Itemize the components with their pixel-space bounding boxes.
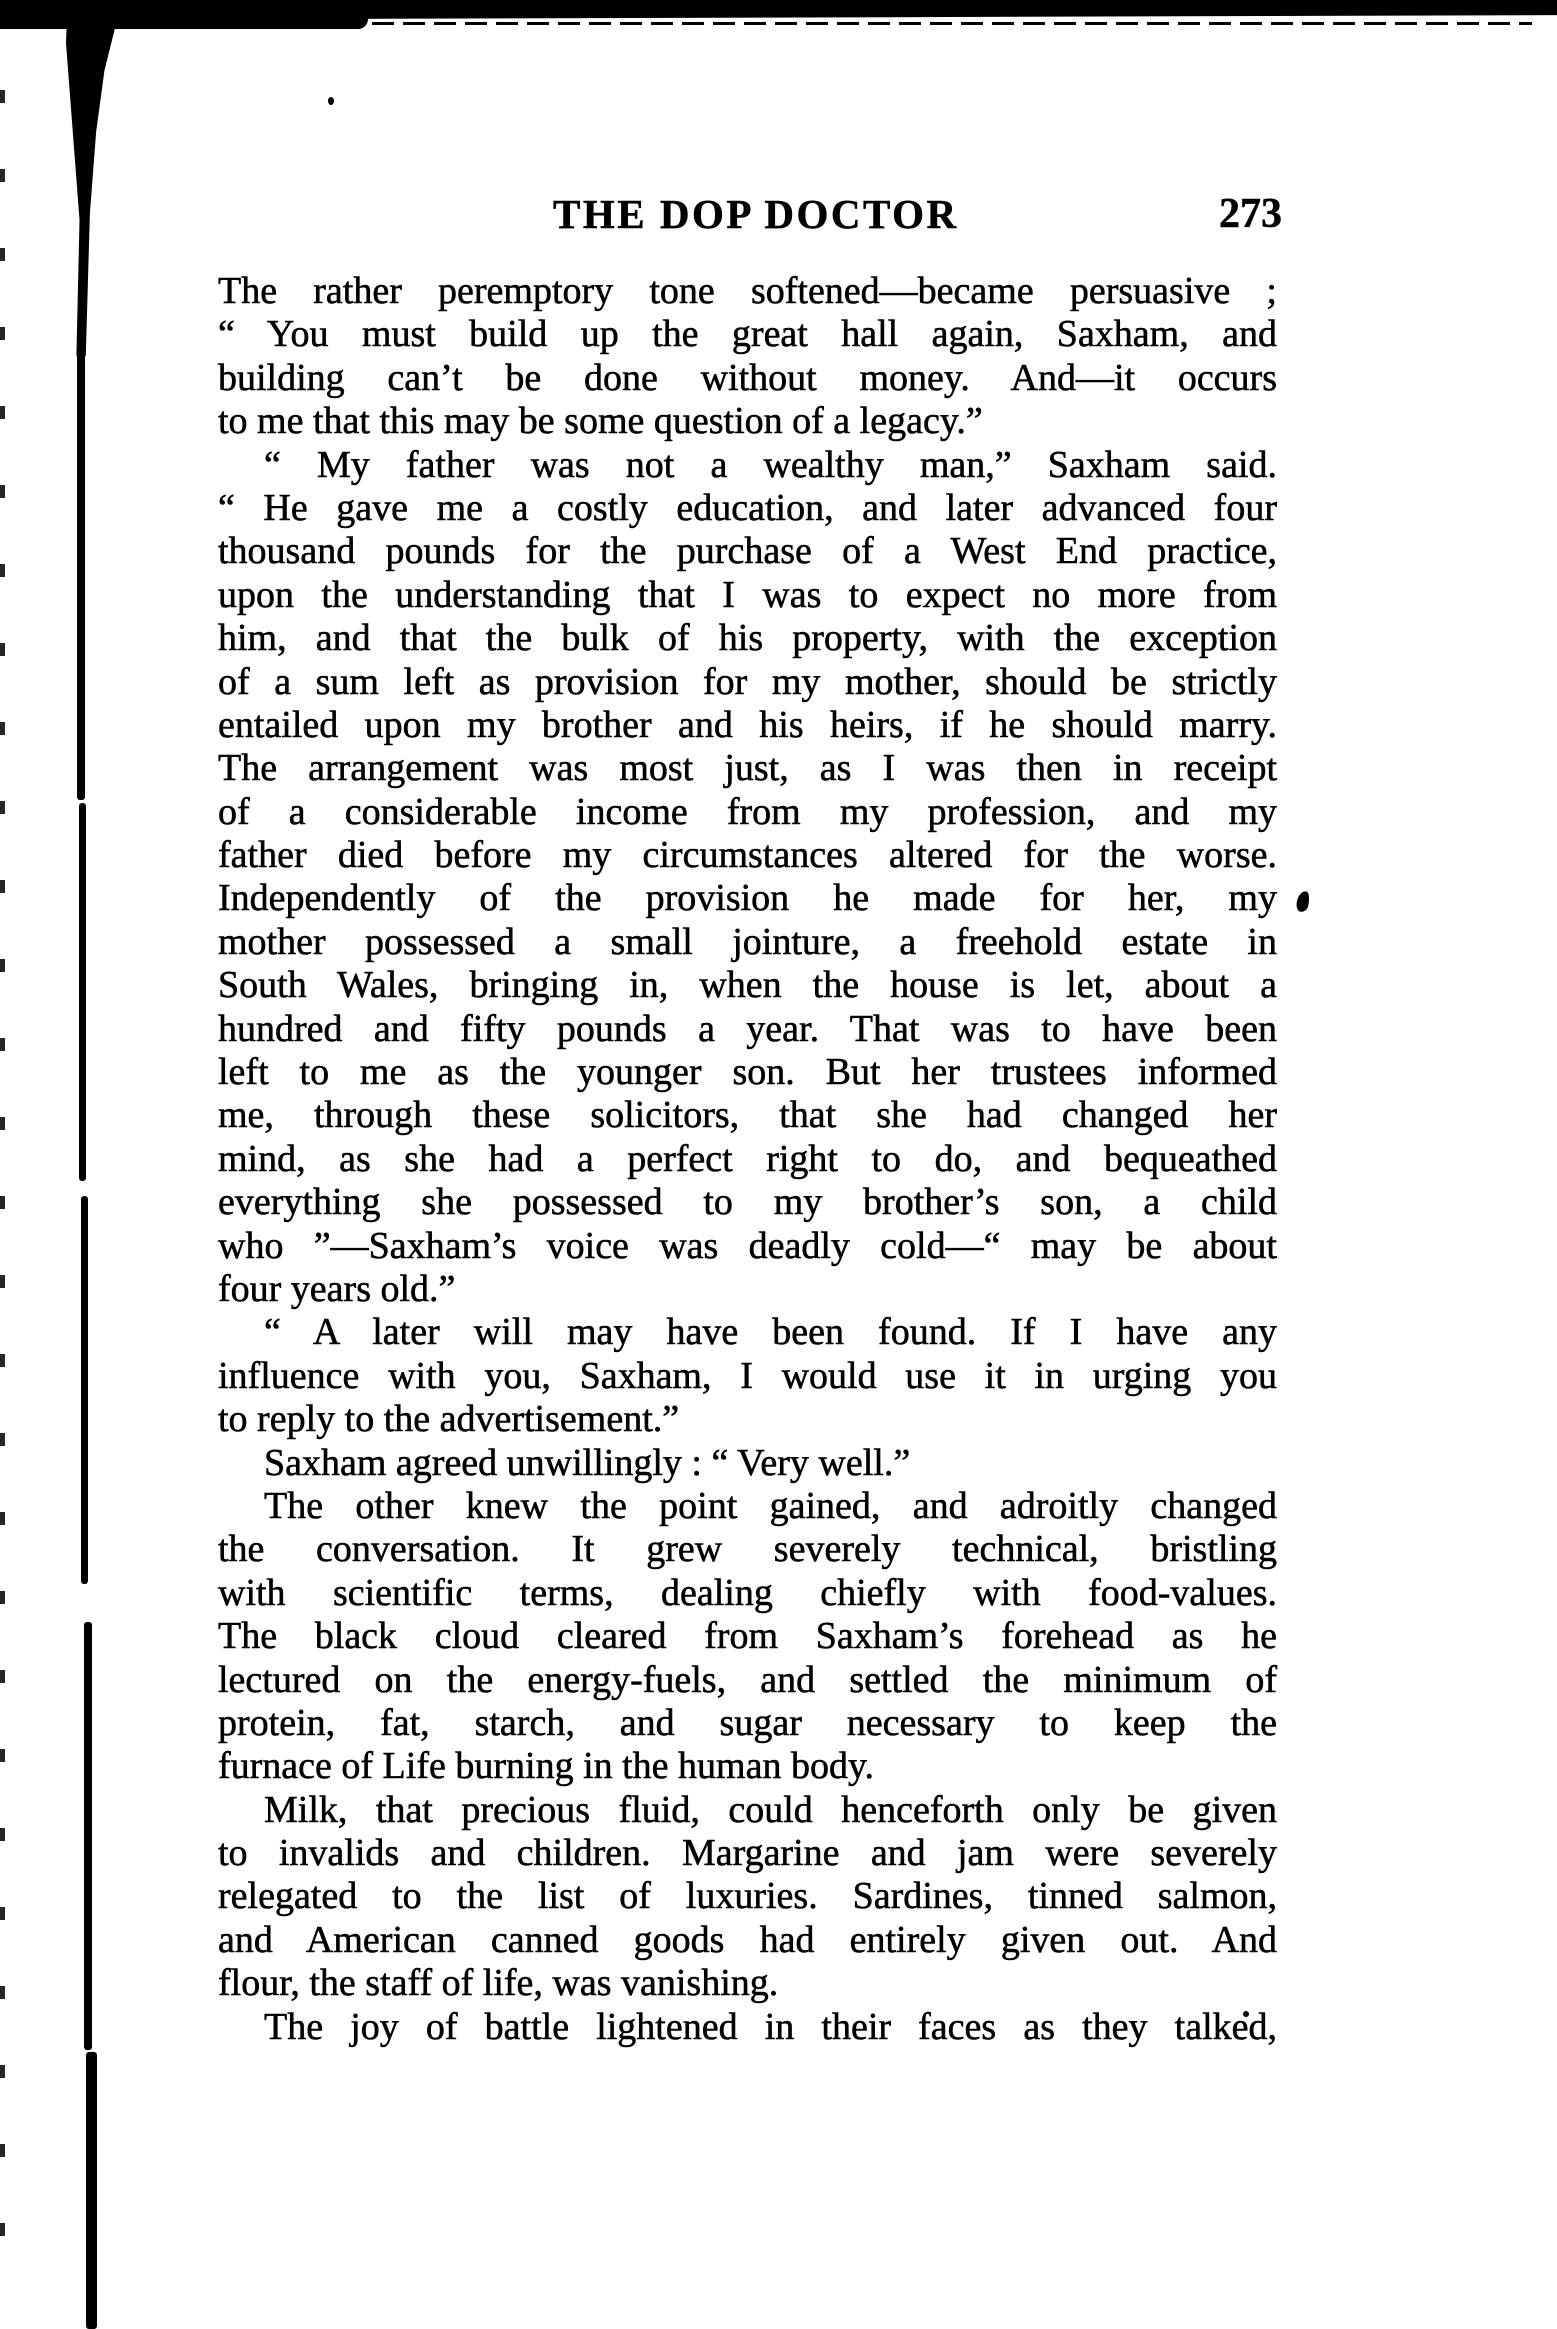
running-title: THE DOP DOCTOR xyxy=(553,191,959,237)
text-line: and American canned goods had entirely given out. And xyxy=(218,1918,1277,1961)
text-line: lectured on the energy-fuels, and settled the minimum of xyxy=(218,1658,1277,1701)
text-line: Independently of the provision he made for her, my xyxy=(218,877,1277,920)
book-gutter-shadow-top xyxy=(66,16,118,356)
text-line: The black cloud cleared from Saxham’s forehead as he xyxy=(218,1615,1277,1658)
text-line: father died before my circumstances altered for the worse. xyxy=(218,834,1277,877)
text-line: The joy of battle lightened in their faces as they talked, xyxy=(264,2005,1277,2048)
text-line: of a sum left as provision for my mother, should be strictly xyxy=(218,660,1277,703)
ink-speck xyxy=(1295,890,1311,913)
text-line: to reply to the advertisement.” xyxy=(218,1398,680,1441)
text-line: relegated to the list of luxuries. Sardines, tinned salmon, xyxy=(218,1875,1277,1918)
text-line: Milk, that precious fluid, could henceforth only be given xyxy=(264,1788,1277,1831)
text-line: four years old.” xyxy=(218,1267,456,1310)
text-line: “ My father was not a wealthy man,” Saxham said. xyxy=(264,443,1277,486)
book-gutter-line-segment xyxy=(79,803,86,1181)
scan-left-edge-marks xyxy=(0,90,5,2300)
text-line: mind, as she had a perfect right to do, and bequeathed xyxy=(218,1137,1277,1180)
text-line: flour, the staff of life, was vanishing. xyxy=(218,1962,779,2005)
text-line: “ A later will may have been found. If I have any xyxy=(264,1311,1277,1354)
text-line: protein, fat, starch, and sugar necessary to keep the xyxy=(218,1701,1277,1744)
text-line: thousand pounds for the purchase of a West End practice, xyxy=(218,530,1277,573)
text-line: with scientific terms, dealing chiefly with food-values. xyxy=(218,1571,1277,1614)
text-line: Saxham agreed unwillingly : “ Very well.” xyxy=(264,1441,911,1484)
text-line: who ”—Saxham’s voice was deadly cold—“ may be about xyxy=(218,1224,1277,1267)
text-line: hundred and fifty pounds a year. That was to have been xyxy=(218,1007,1277,1050)
text-line: furnace of Life burning in the human body. xyxy=(218,1745,875,1788)
text-line: building can’t be done without money. And—it occurs xyxy=(218,356,1277,399)
text-line: The arrangement was most just, as I was then in receipt xyxy=(218,747,1277,790)
text-line: entailed upon my brother and his heirs, if he should marry. xyxy=(218,703,1277,746)
text-line: South Wales, bringing in, when the house is let, about a xyxy=(218,964,1277,1007)
text-line: upon the understanding that I was to expect no more from xyxy=(218,573,1277,616)
text-line: to me that this may be some question of a legacy.” xyxy=(218,400,983,443)
body-text-block xyxy=(218,270,1277,2049)
book-gutter-line-segment xyxy=(81,1196,88,1584)
text-line: the conversation. It grew severely technical, bristling xyxy=(218,1528,1277,1571)
text-line: me, through these solicitors, that she had changed her xyxy=(218,1094,1277,1137)
text-line: The rather peremptory tone softened—became persuasive ; xyxy=(218,270,1277,312)
text-line: mother possessed a small jointure, a freehold estate in xyxy=(218,920,1277,963)
book-gutter-line-segment xyxy=(86,2052,97,2329)
scan-top-dashed-line xyxy=(372,22,1532,25)
text-line: influence with you, Saxham, I would use it in urging you xyxy=(218,1354,1277,1397)
book-gutter-line-segment xyxy=(84,1622,92,2050)
scan-top-edge-left xyxy=(0,0,368,29)
page-number: 273 xyxy=(1219,191,1282,237)
ink-speck xyxy=(328,97,334,105)
text-line: to invalids and children. Margarine and jam were severely xyxy=(218,1832,1277,1875)
text-line: of a considerable income from my profession, and my xyxy=(218,790,1277,833)
text-line: him, and that the bulk of his property, with the exception xyxy=(218,617,1277,660)
text-line: everything she possessed to my brother’s son, a child xyxy=(218,1181,1277,1224)
text-line: left to me as the younger son. But her trustees informed xyxy=(218,1051,1277,1094)
text-line: The other knew the point gained, and adroitly changed xyxy=(264,1484,1277,1527)
text-line: “ You must build up the great hall again, Saxham, and xyxy=(218,313,1277,356)
text-line: “ He gave me a costly education, and later advanced four xyxy=(218,486,1277,529)
book-gutter-line-segment xyxy=(77,345,85,800)
